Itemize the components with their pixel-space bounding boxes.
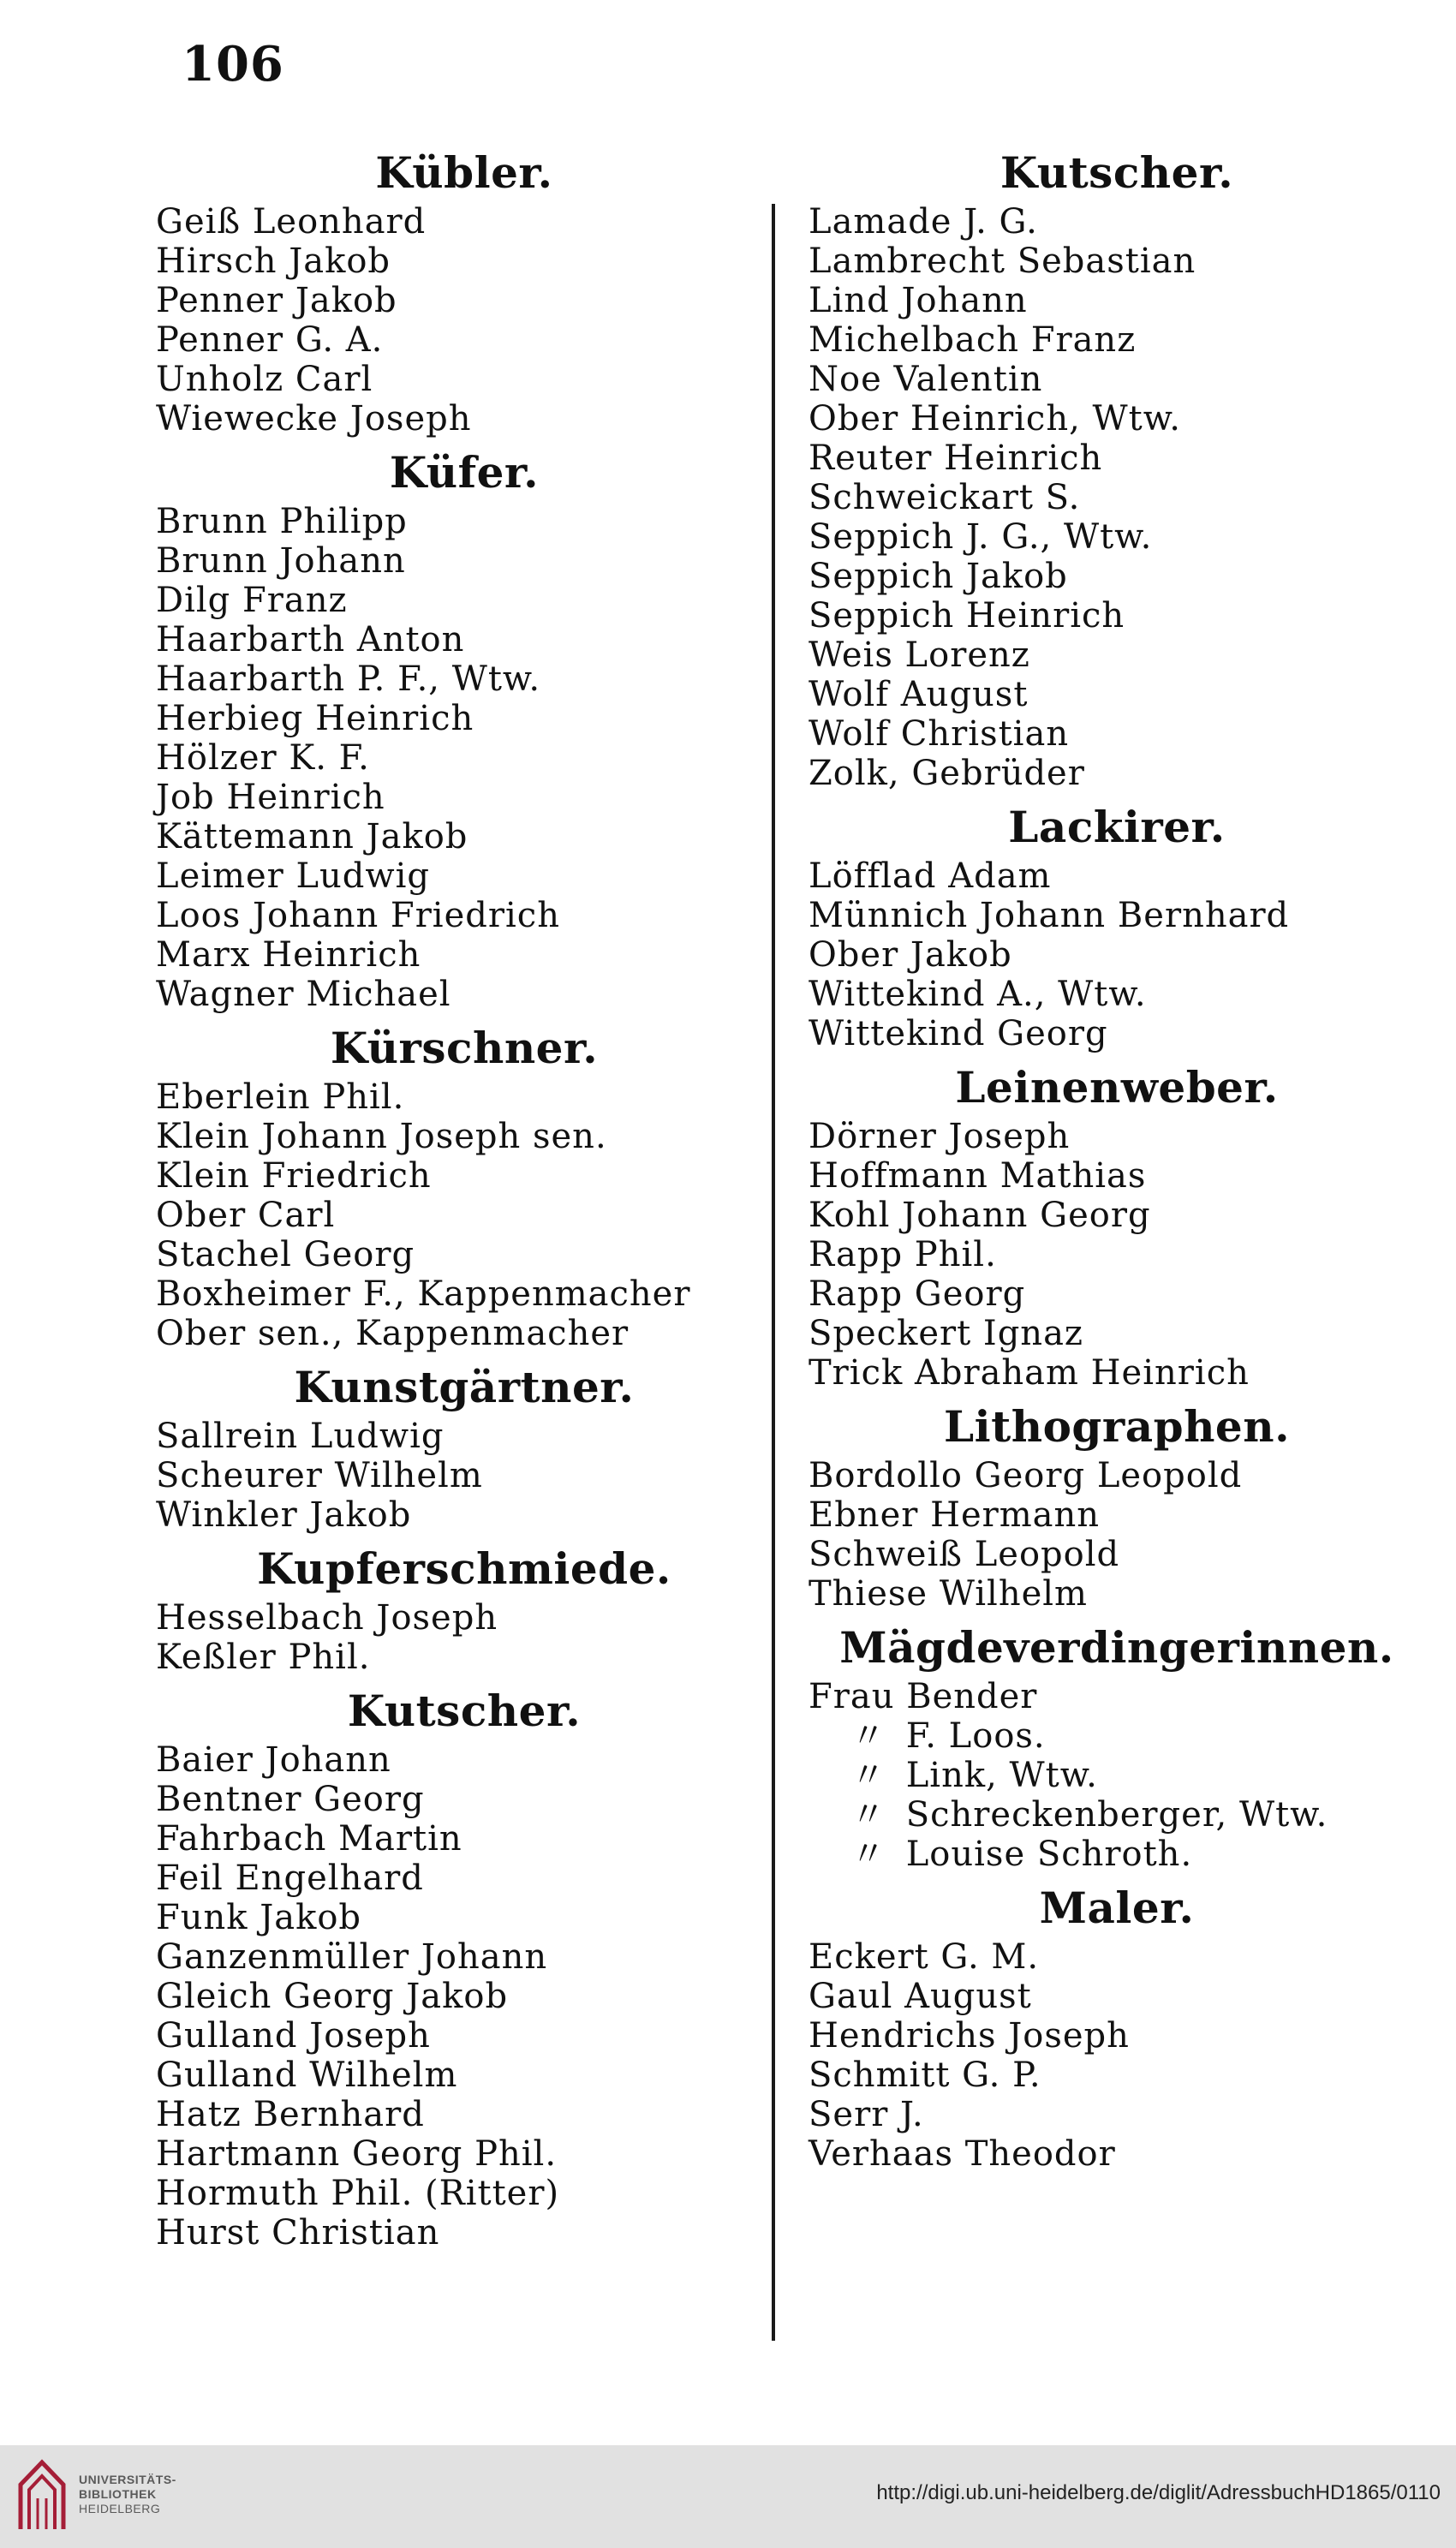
directory-entry: Lind Johann xyxy=(809,281,1028,320)
directory-entry: Hatz Bernhard xyxy=(156,2095,425,2134)
directory-entry: Thiese Wilhelm xyxy=(809,1574,1088,1614)
section-entries xyxy=(156,202,773,439)
directory-entry: Trick Abraham Heinrich xyxy=(809,1353,1250,1393)
ditto-mark: 〃 xyxy=(850,1716,886,1756)
directory-entry: Wiewecke Joseph xyxy=(156,399,472,439)
directory-entry: Scheurer Wilhelm xyxy=(156,1456,483,1495)
section-entries xyxy=(156,502,773,1014)
directory-entry: Feil Engelhard xyxy=(156,1859,424,1898)
directory-entry: Hartmann Georg Phil. xyxy=(156,2134,558,2174)
directory-entry: Haarbarth P. F., Wtw. xyxy=(156,659,541,699)
section-heading: Kutscher. xyxy=(347,1686,582,1736)
directory-entry xyxy=(809,1756,1425,1795)
library-name-line1: UNIVERSITÄTS- xyxy=(79,2473,176,2486)
directory-entry: Hesselbach Joseph xyxy=(156,1598,498,1638)
directory-entry: Klein Friedrich xyxy=(156,1156,432,1196)
directory-entry: Ober Jakob xyxy=(809,935,1012,975)
directory-entry: Reuter Heinrich xyxy=(809,439,1103,478)
directory-entry: Frau Bender xyxy=(809,1677,1038,1716)
directory-entry: Wolf August xyxy=(809,675,1029,714)
library-name xyxy=(79,2473,176,2516)
section-entries xyxy=(156,1417,773,1535)
directory-entry: Seppich J. G., Wtw. xyxy=(809,517,1153,557)
source-url-link[interactable]: http://digi.ub.uni-heidelberg.de/diglit/AdressbuchHD1865/0110 xyxy=(876,2481,1441,2504)
directory-entry: Penner Jakob xyxy=(156,281,397,320)
directory-entry: Rapp Georg xyxy=(809,1274,1026,1314)
directory-entry: Verhaas Theodor xyxy=(809,2134,1116,2174)
directory-entry: Speckert Ignaz xyxy=(809,1314,1083,1353)
ditto-mark: 〃 xyxy=(850,1835,886,1874)
section-heading: Leinenweber. xyxy=(955,1062,1279,1113)
section-entries xyxy=(156,1740,773,2253)
directory-entry: Hölzer K. F. xyxy=(156,738,370,778)
directory-entry: Brunn Philipp xyxy=(156,502,408,541)
directory-entry: Herbieg Heinrich xyxy=(156,699,474,738)
directory-entry: Rapp Phil. xyxy=(809,1235,997,1274)
directory-entry: Michelbach Franz xyxy=(809,320,1137,360)
directory-entry: Hirsch Jakob xyxy=(156,242,391,281)
directory-entry: Boxheimer F., Kappenmacher xyxy=(156,1274,691,1314)
directory-entry: Ober Heinrich, Wtw. xyxy=(809,399,1181,439)
section-entries xyxy=(156,1598,773,1677)
directory-entry: Wolf Christian xyxy=(809,714,1070,754)
section-heading: Lithographen. xyxy=(943,1401,1291,1452)
directory-entry: Brunn Johann xyxy=(156,541,406,581)
ditto-mark: 〃 xyxy=(850,1756,886,1795)
directory-entry: Eckert G. M. xyxy=(809,1937,1040,1977)
directory-entry: Leimer Ludwig xyxy=(156,856,431,896)
directory-entry: Haarbarth Anton xyxy=(156,620,465,659)
ditto-mark: 〃 xyxy=(850,1795,886,1835)
directory-entry: Unholz Carl xyxy=(156,360,373,399)
directory-entry: Job Heinrich xyxy=(156,778,385,817)
section-heading: Kübler. xyxy=(375,147,553,198)
directory-entry: Geiß Leonhard xyxy=(156,202,427,242)
directory-entry: Lamade J. G. xyxy=(809,202,1038,242)
directory-entry: Stachel Georg xyxy=(156,1235,415,1274)
directory-entry: Winkler Jakob xyxy=(156,1495,412,1535)
directory-entry: Funk Jakob xyxy=(156,1898,362,1937)
directory-entry: Ganzenmüller Johann xyxy=(156,1937,548,1977)
section-entries xyxy=(809,1677,1425,1874)
directory-entry: Bordollo Georg Leopold xyxy=(809,1456,1243,1495)
library-logo-icon xyxy=(15,2456,69,2534)
directory-entry: Ober sen., Kappenmacher xyxy=(156,1314,630,1353)
directory-entry: Kättemann Jakob xyxy=(156,817,468,856)
directory-entry: Schweiß Leopold xyxy=(809,1535,1120,1574)
directory-entry: Fahrbach Martin xyxy=(156,1819,462,1859)
section-heading: Kunstgärtner. xyxy=(294,1362,635,1412)
directory-entry: Löfflad Adam xyxy=(809,856,1052,896)
section-heading: Lackirer. xyxy=(1008,802,1226,852)
directory-entry: Penner G. A. xyxy=(156,320,384,360)
section-heading: Mägdeverdingerinnen. xyxy=(839,1622,1394,1673)
footer-bar xyxy=(0,2445,1456,2548)
directory-entry: Marx Heinrich xyxy=(156,935,421,975)
entry-name: F. Loos. xyxy=(905,1716,1046,1756)
entry-name: Louise Schroth. xyxy=(905,1835,1193,1874)
directory-entry: Ebner Hermann xyxy=(809,1495,1101,1535)
library-name-line3: HEIDELBERG xyxy=(79,2502,161,2515)
directory-entry: Wagner Michael xyxy=(156,975,451,1014)
directory-entry: Schweickart S. xyxy=(809,478,1081,517)
page-number: 106 xyxy=(182,36,284,92)
directory-entry xyxy=(809,1835,1425,1874)
section-entries xyxy=(156,1077,773,1353)
directory-entry: Schmitt G. P. xyxy=(809,2056,1041,2095)
section-entries xyxy=(809,1937,1425,2174)
section-heading: Kürschner. xyxy=(330,1023,599,1073)
section-heading: Kutscher. xyxy=(1000,147,1234,198)
left-column xyxy=(156,144,773,2258)
section-entries xyxy=(809,856,1425,1053)
directory-entry: Gulland Joseph xyxy=(156,2016,431,2056)
directory-entry: Eberlein Phil. xyxy=(156,1077,405,1117)
directory-entry: Seppich Jakob xyxy=(809,557,1068,596)
directory-entry: Gaul August xyxy=(809,1977,1032,2016)
directory-entry: Hormuth Phil. (Ritter) xyxy=(156,2174,560,2213)
directory-entry: Bentner Georg xyxy=(156,1780,425,1819)
library-name-line2: BIBLIOTHEK xyxy=(79,2487,157,2501)
directory-entry: Gulland Wilhelm xyxy=(156,2056,458,2095)
directory-entry: Zolk, Gebrüder xyxy=(809,754,1085,793)
directory-entry: Wittekind A., Wtw. xyxy=(809,975,1147,1014)
right-column xyxy=(809,144,1425,2179)
directory-entry: Weis Lorenz xyxy=(809,636,1030,675)
section-heading: Küfer. xyxy=(389,447,540,498)
section-entries xyxy=(809,1117,1425,1393)
section-heading: Kupferschmiede. xyxy=(257,1543,671,1594)
column-divider xyxy=(772,204,775,2341)
directory-entry: Noe Valentin xyxy=(809,360,1043,399)
directory-entry: Sallrein Ludwig xyxy=(156,1417,445,1456)
directory-entry: Dilg Franz xyxy=(156,581,348,620)
directory-entry: Baier Johann xyxy=(156,1740,391,1780)
directory-entry: Lambrecht Sebastian xyxy=(809,242,1196,281)
directory-entry xyxy=(809,1716,1425,1756)
directory-entry: Gleich Georg Jakob xyxy=(156,1977,509,2016)
directory-entry: Kohl Johann Georg xyxy=(809,1196,1151,1235)
section-heading: Maler. xyxy=(1039,1883,1195,1933)
directory-entry: Hurst Christian xyxy=(156,2213,440,2253)
directory-entry: Wittekind Georg xyxy=(809,1014,1108,1053)
section-entries xyxy=(809,1456,1425,1614)
entry-name: Schreckenberger, Wtw. xyxy=(905,1795,1328,1835)
directory-entry: Keßler Phil. xyxy=(156,1638,371,1677)
directory-entry: Seppich Heinrich xyxy=(809,596,1125,636)
directory-entry: Hendrichs Joseph xyxy=(809,2016,1130,2056)
directory-entry: Hoffmann Mathias xyxy=(809,1156,1147,1196)
directory-entry: Serr J. xyxy=(809,2095,924,2134)
directory-entry: Klein Johann Joseph sen. xyxy=(156,1117,607,1156)
section-entries xyxy=(809,202,1425,793)
directory-entry xyxy=(809,1795,1425,1835)
directory-entry: Dörner Joseph xyxy=(809,1117,1071,1156)
directory-entry: Ober Carl xyxy=(156,1196,336,1235)
entry-name: Link, Wtw. xyxy=(905,1756,1098,1795)
directory-entry: Loos Johann Friedrich xyxy=(156,896,560,935)
directory-entry: Münnich Johann Bernhard xyxy=(809,896,1290,935)
